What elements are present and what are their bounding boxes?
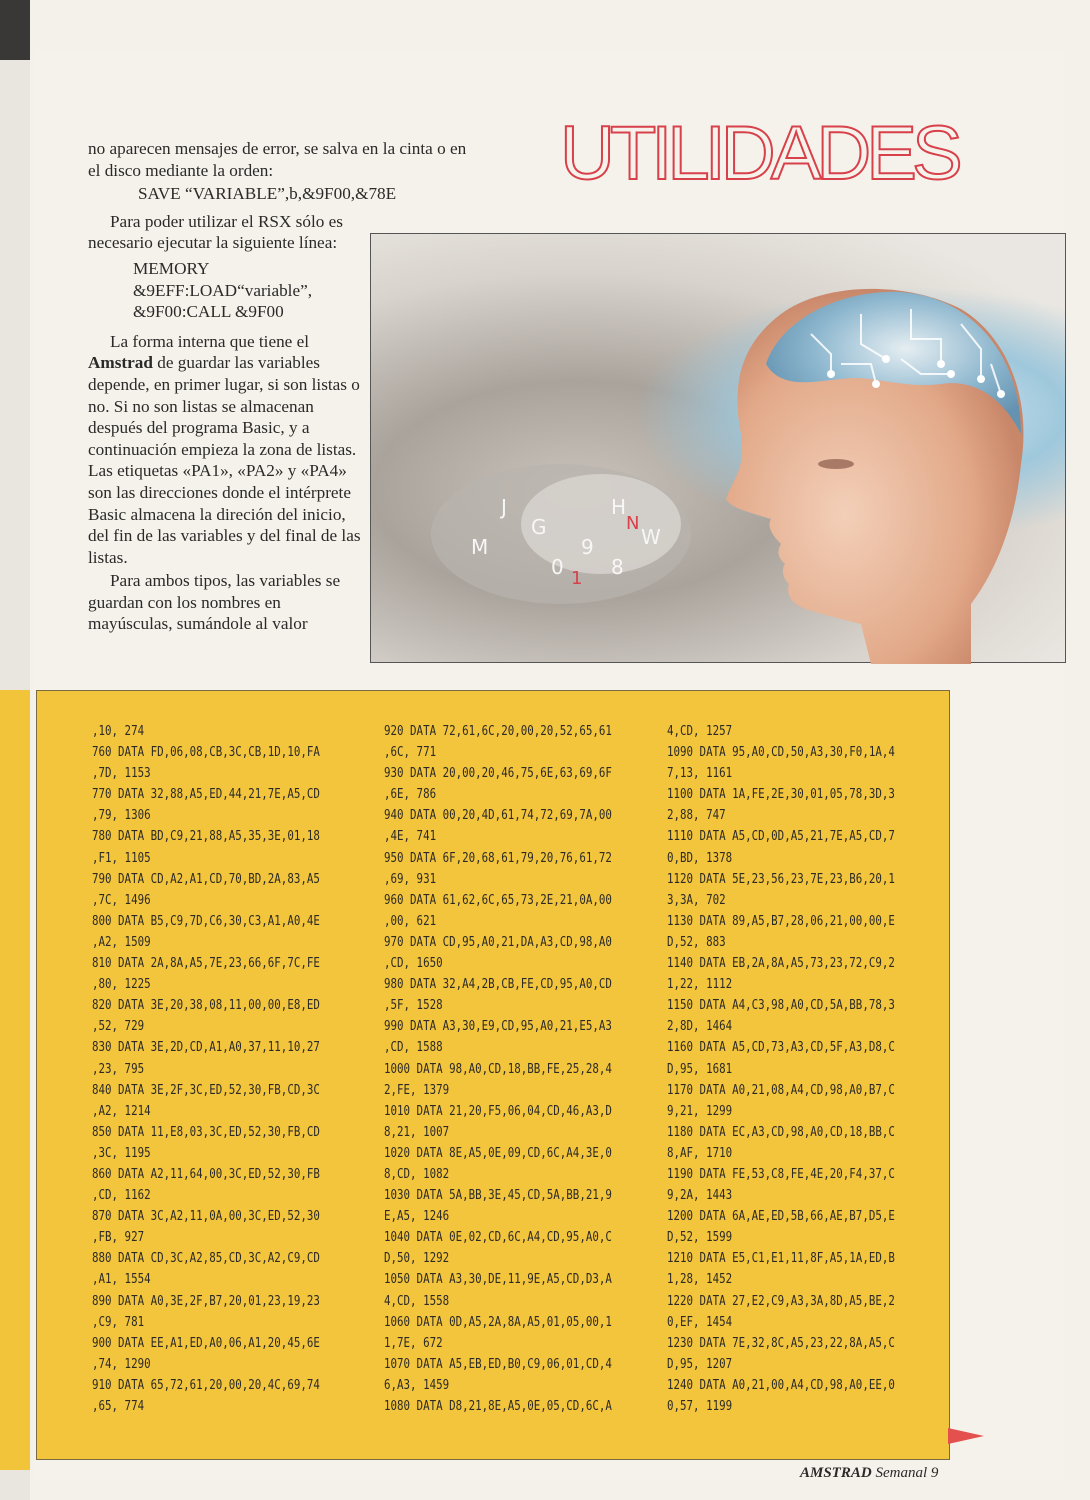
listing-line: 900 DATA EE,A1,ED,A0,06,A1,20,45,6E	[92, 1335, 320, 1351]
listing-line: 940 DATA 00,20,4D,61,74,72,69,7A,00	[384, 808, 612, 824]
listing-line: D,52, 883	[667, 934, 726, 950]
listing-line: 1230 DATA 7E,32,8C,A5,23,22,8A,A5,C	[667, 1335, 895, 1351]
listing-column-3	[667, 721, 895, 1417]
head-profile-image	[671, 264, 1031, 664]
listing-line: 890 DATA A0,3E,2F,B7,20,01,23,19,23	[92, 1293, 320, 1309]
listing-line: 1240 DATA A0,21,00,A4,CD,98,A0,EE,0	[667, 1377, 895, 1393]
listing-line: 830 DATA 3E,2D,CD,A1,A0,37,11,10,27	[92, 1040, 320, 1056]
listing-line: 8,21, 1007	[384, 1124, 450, 1140]
memory-command-line: &9EFF:LOAD“variable”,	[133, 280, 312, 300]
listing-line: 860 DATA A2,11,64,00,3C,ED,52,30,FB	[92, 1166, 320, 1182]
svg-text:W: W	[641, 525, 661, 549]
listing-line: ,69, 931	[384, 871, 437, 887]
listing-line: 990 DATA A3,30,E9,CD,95,A0,21,E5,A3	[384, 1019, 612, 1035]
listing-line: 2,FE, 1379	[384, 1082, 450, 1098]
listing-line: ,A2, 1509	[92, 934, 151, 950]
svg-text:J: J	[501, 495, 507, 519]
svg-text:1: 1	[571, 568, 583, 589]
listing-line: 1130 DATA 89,A5,B7,28,06,21,00,00,E	[667, 913, 895, 929]
listing-line: ,FB, 927	[92, 1230, 145, 1246]
listing-line: 7,13, 1161	[667, 766, 733, 782]
listing-line: 780 DATA BD,C9,21,88,A5,35,3E,01,18	[92, 829, 320, 845]
head-illustration	[370, 233, 1066, 663]
listing-line: 1190 DATA FE,53,C8,FE,4E,20,F4,37,C	[667, 1166, 895, 1182]
listing-line: 950 DATA 6F,20,68,61,79,20,76,61,72	[384, 850, 612, 866]
listing-line: 910 DATA 65,72,61,20,00,20,4C,69,74	[92, 1377, 320, 1393]
listing-line: 870 DATA 3C,A2,11,0A,00,3C,ED,52,30	[92, 1209, 320, 1225]
listing-line: ,CD, 1588	[384, 1040, 443, 1056]
listing-line: 0,57, 1199	[667, 1399, 733, 1414]
listing-line: 1180 DATA EC,A3,CD,98,A0,CD,18,BB,C	[667, 1124, 895, 1140]
listing-line: 790 DATA CD,A2,A1,CD,70,BD,2A,83,A5	[92, 871, 320, 887]
paragraph-4: Para ambos tipos, las variables se guardan con los nombres en mayúsculas, sumándole al valor	[88, 571, 341, 634]
svg-text:M: M	[471, 535, 489, 559]
listing-line: 8,AF, 1710	[667, 1145, 733, 1161]
listing-line: 970 DATA CD,95,A0,21,DA,A3,CD,98,A0	[384, 934, 612, 950]
listing-line: 1050 DATA A3,30,DE,11,9E,A5,CD,D3,A	[384, 1272, 612, 1288]
svg-text:9: 9	[581, 535, 594, 559]
listing-line: D,95, 1207	[667, 1356, 733, 1372]
listing-line: 1000 DATA 98,A0,CD,18,BB,FE,25,28,4	[384, 1061, 612, 1077]
listing-line: ,10, 274	[92, 724, 145, 739]
listing-line: ,C9, 781	[92, 1314, 145, 1330]
listing-line: ,23, 795	[92, 1061, 145, 1077]
listing-line: 4,CD, 1558	[384, 1293, 450, 1309]
listing-line: 1100 DATA 1A,FE,2E,30,01,05,78,3D,3	[667, 787, 895, 803]
listing-line: 1,7E, 672	[384, 1335, 443, 1351]
listing-line: 9,21, 1299	[667, 1103, 733, 1119]
memory-command-line: &9F00:CALL &9F00	[133, 302, 284, 322]
listing-line: 2,88, 747	[667, 808, 726, 824]
listing-line: 810 DATA 2A,8A,A5,7E,23,66,6F,7C,FE	[92, 956, 320, 972]
listing-line: 1170 DATA A0,21,08,A4,CD,98,A0,B7,C	[667, 1082, 895, 1098]
page-footer	[800, 1465, 938, 1482]
listing-line: 1220 DATA 27,E2,C9,A3,3A,8D,A5,BE,2	[667, 1293, 895, 1309]
save-command: SAVE “VARIABLE”,b,&9F00,&78E	[138, 184, 397, 204]
listing-line: ,A1, 1554	[92, 1272, 151, 1288]
listing-line: 8,CD, 1082	[384, 1166, 450, 1182]
listing-line: 770 DATA 32,88,A5,ED,44,21,7E,A5,CD	[92, 787, 320, 803]
listing-line: ,7C, 1496	[92, 892, 151, 908]
listing-line: 0,EF, 1454	[667, 1314, 733, 1330]
listing-line: 1010 DATA 21,20,F5,06,04,CD,46,A3,D	[384, 1103, 612, 1119]
letter-cloud-image	[411, 424, 701, 624]
listing-line: ,52, 729	[92, 1019, 145, 1035]
listing-line: 0,BD, 1378	[667, 850, 733, 866]
listing-line: 980 DATA 32,A4,2B,CB,FE,CD,95,A0,CD	[384, 977, 612, 993]
svg-text:0: 0	[551, 555, 564, 579]
listing-line: ,3C, 1195	[92, 1145, 151, 1161]
listing-line: 1120 DATA 5E,23,56,23,7E,23,B6,20,1	[667, 871, 895, 887]
listing-line: 880 DATA CD,3C,A2,85,CD,3C,A2,C9,CD	[92, 1251, 320, 1267]
listing-line: D,50, 1292	[384, 1251, 450, 1267]
listing-line: 9,2A, 1443	[667, 1188, 733, 1204]
listing-line: 1090 DATA 95,A0,CD,50,A3,30,F0,1A,4	[667, 745, 895, 761]
listing-line: ,A2, 1214	[92, 1103, 151, 1119]
listing-line: ,00, 621	[384, 913, 437, 929]
listing-line: 3,3A, 702	[667, 892, 726, 908]
listing-line: ,CD, 1650	[384, 956, 443, 972]
listing-line: 1020 DATA 8E,A5,0E,09,CD,6C,A4,3E,0	[384, 1145, 612, 1161]
svg-text:H: H	[611, 495, 627, 519]
paragraph-2: Para poder utilizar el RSX sólo es necesario ejecutar la siguiente línea:	[88, 211, 343, 253]
svg-text:8: 8	[611, 555, 624, 579]
listing-line: 1160 DATA A5,CD,73,A3,CD,5F,A3,D8,C	[667, 1040, 895, 1056]
listing-line: ,79, 1306	[92, 808, 151, 824]
listing-line: 1150 DATA A4,C3,98,A0,CD,5A,BB,78,3	[667, 998, 895, 1014]
listing-line: ,CD, 1162	[92, 1188, 151, 1204]
continue-arrow-icon	[948, 1428, 984, 1444]
listing-line: E,A5, 1246	[384, 1209, 450, 1225]
listing-line: 1,22, 1112	[667, 977, 733, 993]
listing-line: ,5F, 1528	[384, 998, 443, 1014]
svg-text:N: N	[626, 513, 640, 534]
listing-column-1	[92, 721, 320, 1417]
listing-line: D,95, 1681	[667, 1061, 733, 1077]
magazine-name: AMSTRAD	[800, 1465, 872, 1481]
listing-line: ,65, 774	[92, 1399, 145, 1414]
listing-line: 1040 DATA 0E,02,CD,6C,A4,CD,95,A0,C	[384, 1230, 612, 1246]
listing-line: 1210 DATA E5,C1,E1,11,8F,A5,1A,ED,B	[667, 1251, 895, 1267]
listing-line: ,6E, 786	[384, 787, 437, 803]
listing-line: 1060 DATA 0D,A5,2A,8A,A5,01,05,00,1	[384, 1314, 612, 1330]
listing-line: 1140 DATA EB,2A,8A,A5,73,23,72,C9,2	[667, 956, 895, 972]
listing-line: ,7D, 1153	[92, 766, 151, 782]
listing-line: ,4E, 741	[384, 829, 437, 845]
previous-page-yellow-edge	[0, 690, 30, 1470]
paragraph-3	[88, 331, 368, 569]
listing-line: 1200 DATA 6A,AE,ED,5B,66,AE,B7,D5,E	[667, 1209, 895, 1225]
listing-line: D,52, 1599	[667, 1230, 733, 1246]
listing-line: 1030 DATA 5A,BB,3E,45,CD,5A,BB,21,9	[384, 1188, 612, 1204]
listing-line: 4,CD, 1257	[667, 724, 733, 739]
listing-line: 820 DATA 3E,20,38,08,11,00,00,E8,ED	[92, 998, 320, 1014]
program-listing	[36, 690, 950, 1460]
listing-line: ,80, 1225	[92, 977, 151, 993]
listing-line: 800 DATA B5,C9,7D,C6,30,C3,A1,A0,4E	[92, 913, 320, 929]
listing-line: 850 DATA 11,E8,03,3C,ED,52,30,FB,CD	[92, 1124, 320, 1140]
listing-line: 1110 DATA A5,CD,0D,A5,21,7E,A5,CD,7	[667, 829, 895, 845]
issue-label: Semanal 9	[875, 1465, 939, 1481]
listing-column-2	[384, 721, 612, 1417]
listing-line: 840 DATA 3E,2F,3C,ED,52,30,FB,CD,3C	[92, 1082, 320, 1098]
listing-line: 1,28, 1452	[667, 1272, 733, 1288]
svg-text:G: G	[531, 515, 547, 539]
listing-line: 1080 DATA D8,21,8E,A5,0E,05,CD,6C,A	[384, 1399, 612, 1414]
section-title: UTILIDADES	[560, 111, 958, 196]
listing-line: ,F1, 1105	[92, 850, 151, 866]
listing-line: 1070 DATA A5,EB,ED,B0,C9,06,01,CD,4	[384, 1356, 612, 1372]
listing-line: 930 DATA 20,00,20,46,75,6E,63,69,6F	[384, 766, 612, 782]
memory-command-line: MEMORY	[133, 258, 210, 278]
listing-line: 760 DATA FD,06,08,CB,3C,CB,1D,10,FA	[92, 745, 320, 761]
paragraph-3-rest: de guardar las variables depende, en primer lugar, si son listas o no. Si no son listas se almacenan después del programa Basic, y a continuación empieza la zona de listas. Las etiquetas «PA1», «PA2» y «PA4» son las direcciones donde el intérprete Basic almacena la direción del inicio, del fin de las variables y del final de las listas.	[88, 353, 361, 567]
paragraph-1: no aparecen mensajes de error, se salva en la cinta o en el disco mediante la orden:	[88, 139, 467, 180]
amstrad-bold: Amstrad	[88, 353, 153, 373]
listing-line: 920 DATA 72,61,6C,20,00,20,52,65,61	[384, 724, 612, 739]
listing-line: 6,A3, 1459	[384, 1377, 450, 1393]
listing-line: ,74, 1290	[92, 1356, 151, 1372]
listing-line: 960 DATA 61,62,6C,65,73,2E,21,0A,00	[384, 892, 612, 908]
listing-line: 2,8D, 1464	[667, 1019, 733, 1035]
listing-line: ,6C, 771	[384, 745, 437, 761]
paragraph-3-start: La forma interna que tiene el	[110, 331, 309, 351]
